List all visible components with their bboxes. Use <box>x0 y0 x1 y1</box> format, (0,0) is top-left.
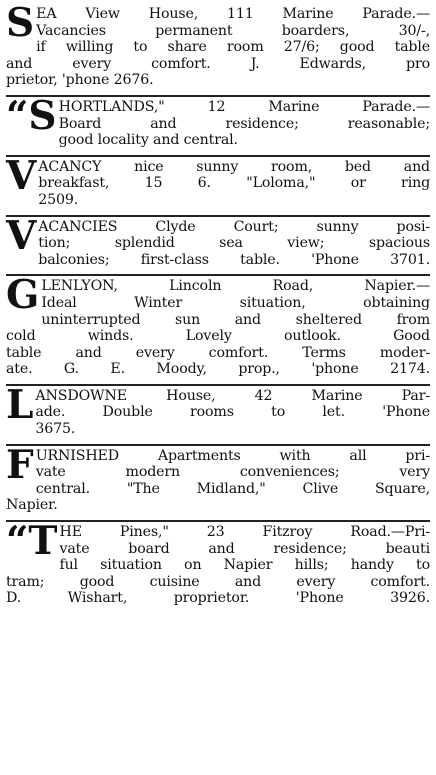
ad-line: URNISHED Apartments with all pri- <box>35 447 430 464</box>
ad-line: HE Pines," 23 Fitzroy Road.—Pri- <box>59 524 430 541</box>
ad-line: uninterrupted sun and sheltered from <box>41 311 430 328</box>
ad-line: and every comfort. J. Edwards, pro <box>6 55 430 72</box>
ad-line: Napier. <box>6 497 58 514</box>
ad-line: vate modern conveniences; very <box>35 464 430 481</box>
ad-the-pines <box>6 518 430 613</box>
ad-line: table and every comfort. Terms moder- <box>6 344 430 361</box>
ad-line: ful situation on Napier hills; handy to <box>59 557 430 574</box>
drop-cap: L <box>6 381 34 428</box>
ad-line: ACANCY nice sunny room, bed and <box>38 158 430 175</box>
ad-vacancy-loloma <box>6 152 430 217</box>
drop-cap: S <box>6 0 35 46</box>
ad-line: tram; good cuisine and every comfort. <box>6 573 430 590</box>
ad-line: D. Wishart, proprietor. 'Phone 3926. <box>6 590 430 607</box>
ad-furnished-apartments <box>6 441 430 522</box>
ad-sea-view-house <box>6 0 430 97</box>
ad-line: LENLYON, Lincoln Road, Napier.— <box>41 278 430 295</box>
ad-line: Vacancies permanent boarders, 30/-, <box>36 22 430 39</box>
ad-line: if willing to share room 27/6; good table <box>36 39 430 56</box>
ad-line: balconies; first-class table. 'Phone 3701. <box>38 251 430 268</box>
ad-vacancies-clyde-court <box>6 212 430 277</box>
ad-glenlyon <box>6 272 430 386</box>
ad-shortlands <box>6 92 430 157</box>
drop-cap: G <box>6 272 40 319</box>
ad-line: central. "The Midland," Clive Square, <box>35 480 430 497</box>
ad-line: good locality and central. <box>58 132 238 149</box>
drop-cap: “T <box>6 518 58 565</box>
ad-line: EA View House, 111 Marine Parade.— <box>36 6 430 22</box>
ad-line: ade. Double rooms to let. 'Phone <box>35 404 430 421</box>
drop-cap: V <box>6 212 37 259</box>
ad-lansdowne-house <box>6 381 430 446</box>
ad-line: HORTLANDS," 12 Marine Parade.— <box>58 98 430 115</box>
ad-line: breakfast, 15 6. "Loloma," or ring <box>38 175 430 192</box>
drop-cap: “S <box>6 92 57 139</box>
ad-line: 3675. <box>35 421 76 438</box>
drop-cap: F <box>6 441 34 488</box>
ad-line: ate. G. E. Moody, prop., 'phone 2174. <box>6 361 430 378</box>
ad-line: ACANCIES Clyde Court; sunny posi- <box>38 218 430 235</box>
ad-line: Ideal Winter situation, obtaining <box>41 294 430 311</box>
ad-line: vate board and residence; beauti <box>59 540 430 557</box>
ad-line: 2509. <box>38 191 79 208</box>
ad-line: tion; splendid sea view; spacious <box>38 235 430 252</box>
drop-cap: V <box>6 152 37 199</box>
ad-line: Board and residence; reasonable; <box>58 115 430 132</box>
ad-line: prietor, 'phone 2676. <box>6 72 154 89</box>
ad-line: cold winds. Lovely outlook. Good <box>6 328 430 345</box>
ad-line: ANSDOWNE House, 42 Marine Par- <box>35 387 430 404</box>
